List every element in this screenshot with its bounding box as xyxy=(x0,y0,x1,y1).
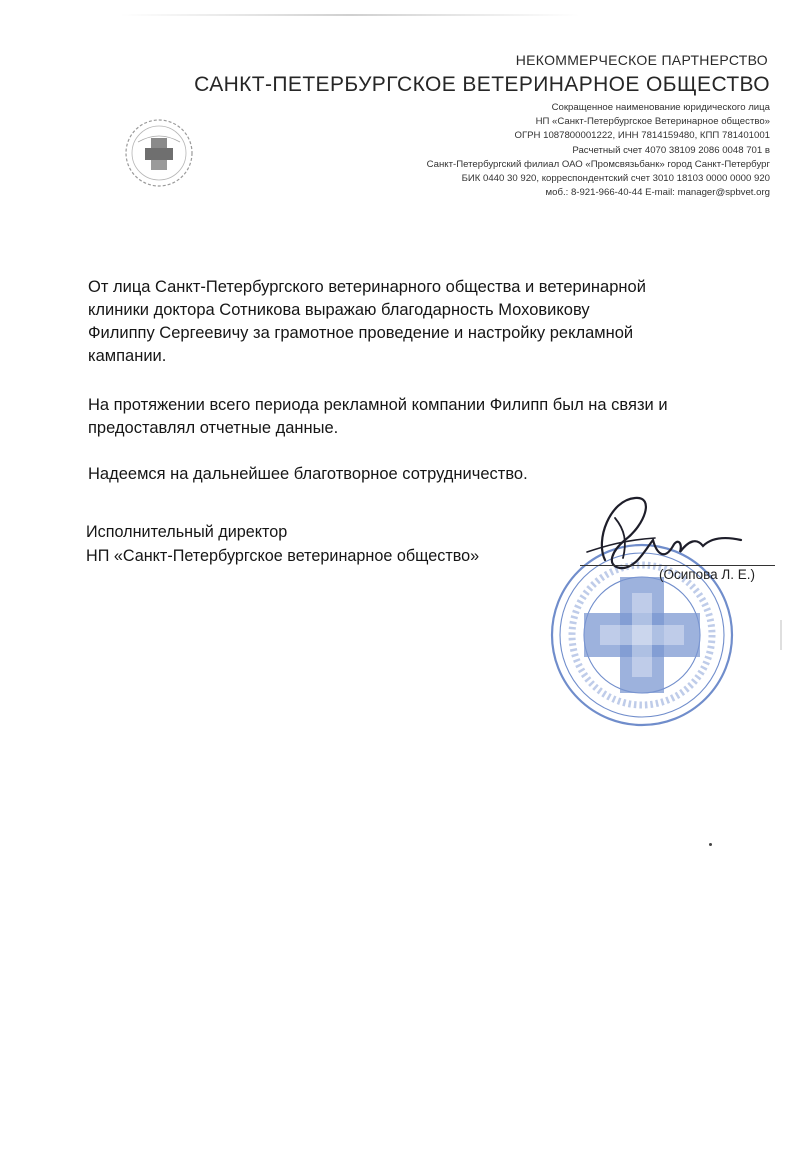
text-line: кампании. xyxy=(88,347,167,365)
requisite-line: НП «Санкт-Петербургское Ветеринарное общество» xyxy=(535,116,770,128)
letter-body xyxy=(88,276,768,486)
text-line: Филиппу Сергеевичу за грамотное проведение и настройку рекламной xyxy=(88,324,634,342)
text-line: На протяжении всего периода рекламной компании Филипп был на связи и xyxy=(88,396,668,414)
requisite-line: БИК 0440 30 920, корреспондентский счет 3010 18103 0000 0000 920 xyxy=(461,173,770,185)
scan-artifact xyxy=(709,843,712,846)
paragraph-cooperation: Надеемся на дальнейшее благотворное сотрудничество. xyxy=(88,465,528,483)
requisite-line: Сокращенное наименование юридического лица xyxy=(551,102,770,113)
paragraph-gratitude xyxy=(88,276,768,368)
text-line: предоставлял отчетные данные. xyxy=(88,419,339,437)
signature-line xyxy=(580,565,775,566)
scan-artifact xyxy=(780,620,782,650)
signer-block xyxy=(86,520,479,568)
signer-organization: НП «Санкт-Петербургское ветеринарное общество» xyxy=(86,547,480,565)
organization-type: НЕКОММЕРЧЕСКОЕ ПАРТНЕРСТВО xyxy=(515,52,768,68)
letterhead xyxy=(170,52,770,200)
organization-name: САНКТ-ПЕТЕРБУРГСКОЕ ВЕТЕРИНАРНОЕ ОБЩЕСТВО xyxy=(194,73,770,96)
signer-name: (Осипова Л. Е.) xyxy=(659,567,755,582)
paragraph-campaign xyxy=(88,394,768,440)
requisite-line: Расчетный счет 4070 38109 2086 0048 701 в xyxy=(572,144,770,156)
requisite-line: ОГРН 1087800001222, ИНН 7814159480, КПП 781401001 xyxy=(514,130,770,142)
signer-position: Исполнительный директор xyxy=(86,523,288,541)
scan-artifact xyxy=(120,14,580,16)
requisites-list xyxy=(170,101,770,200)
requisite-line: моб.: 8-921-966-40-44 E-mail: manager@spbvet.org xyxy=(545,187,770,199)
text-line: клиники доктора Сотникова выражаю благодарность Моховикову xyxy=(88,301,590,319)
text-line: От лица Санкт-Петербургского ветеринарного общества и ветеринарной xyxy=(88,278,646,296)
requisite-line: Санкт-Петербургский филиал ОАО «Промсвязьбанк» город Санкт-Петербург xyxy=(426,158,770,170)
